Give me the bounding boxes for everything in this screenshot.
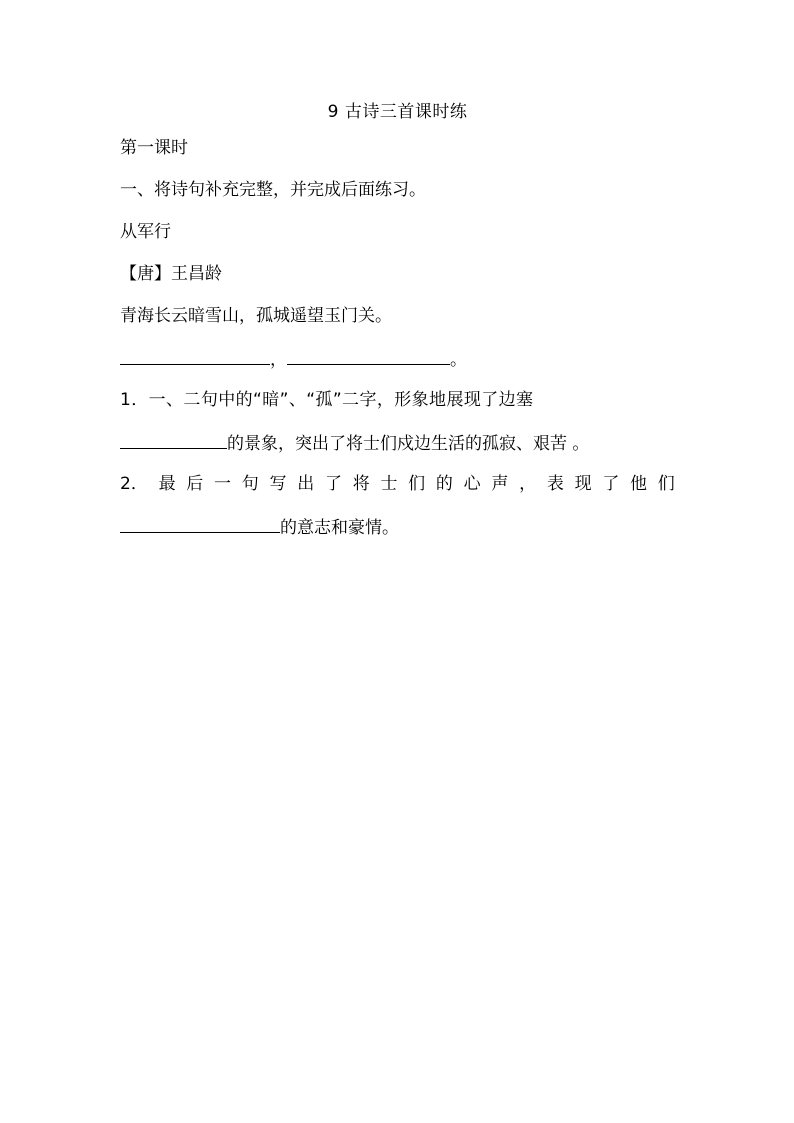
q2-char: 现: [574, 474, 592, 494]
q2-char: 士: [380, 474, 398, 494]
q2-char: 出: [297, 474, 315, 494]
q2-char: 表: [546, 474, 564, 494]
q2-char: 了: [602, 474, 620, 494]
lesson-label: 第一课时: [120, 138, 188, 158]
q2-char: 2．: [120, 474, 148, 494]
question-1-continuation: 的景象，突出了将士们戍边生活的孤寂、艰苦 。: [227, 434, 590, 454]
question-2-continuation: 的意志和豪情。: [280, 518, 399, 538]
question-1-line-2: [120, 430, 675, 472]
q2-char: 最: [158, 474, 176, 494]
question-1-line-1: 1．一、二句中的“暗”、“孤”二字，形象地展现了边塞: [120, 390, 534, 410]
instruction-text: 一、将诗句补充完整，并完成后面练习。: [120, 180, 426, 200]
answer-blank-2[interactable]: [287, 346, 450, 365]
answer-blank-1[interactable]: [120, 346, 270, 365]
q2-char: ，: [519, 474, 537, 494]
answer-blank-4[interactable]: [120, 514, 280, 533]
q2-char: 们: [657, 474, 675, 494]
answer-blank-3[interactable]: [120, 430, 227, 449]
blank-end-mark: 。: [450, 350, 467, 370]
fill-in-line: [120, 346, 675, 388]
q2-char: 将: [352, 474, 370, 494]
q2-char: 写: [269, 474, 287, 494]
q2-char: 了: [324, 474, 342, 494]
poem-author: 【唐】王昌龄: [120, 264, 222, 284]
q2-char: 一: [214, 474, 232, 494]
q2-char: 们: [408, 474, 426, 494]
worksheet-page: [120, 100, 675, 556]
question-2-line-1: [120, 472, 675, 514]
page-title: 9 古诗三首课时练: [327, 102, 468, 122]
q2-char: 他: [630, 474, 648, 494]
q2-char: 后: [186, 474, 204, 494]
question-2-line-2: [120, 514, 675, 556]
q2-char: 的: [435, 474, 453, 494]
blank-separator: ，: [270, 350, 287, 370]
q2-char: 声: [491, 474, 509, 494]
q2-char: 句: [241, 474, 259, 494]
q2-char: 心: [463, 474, 481, 494]
poem-title: 从军行: [120, 222, 171, 242]
poem-verse: 青海长云暗雪山，孤城遥望玉门关。: [120, 306, 392, 326]
